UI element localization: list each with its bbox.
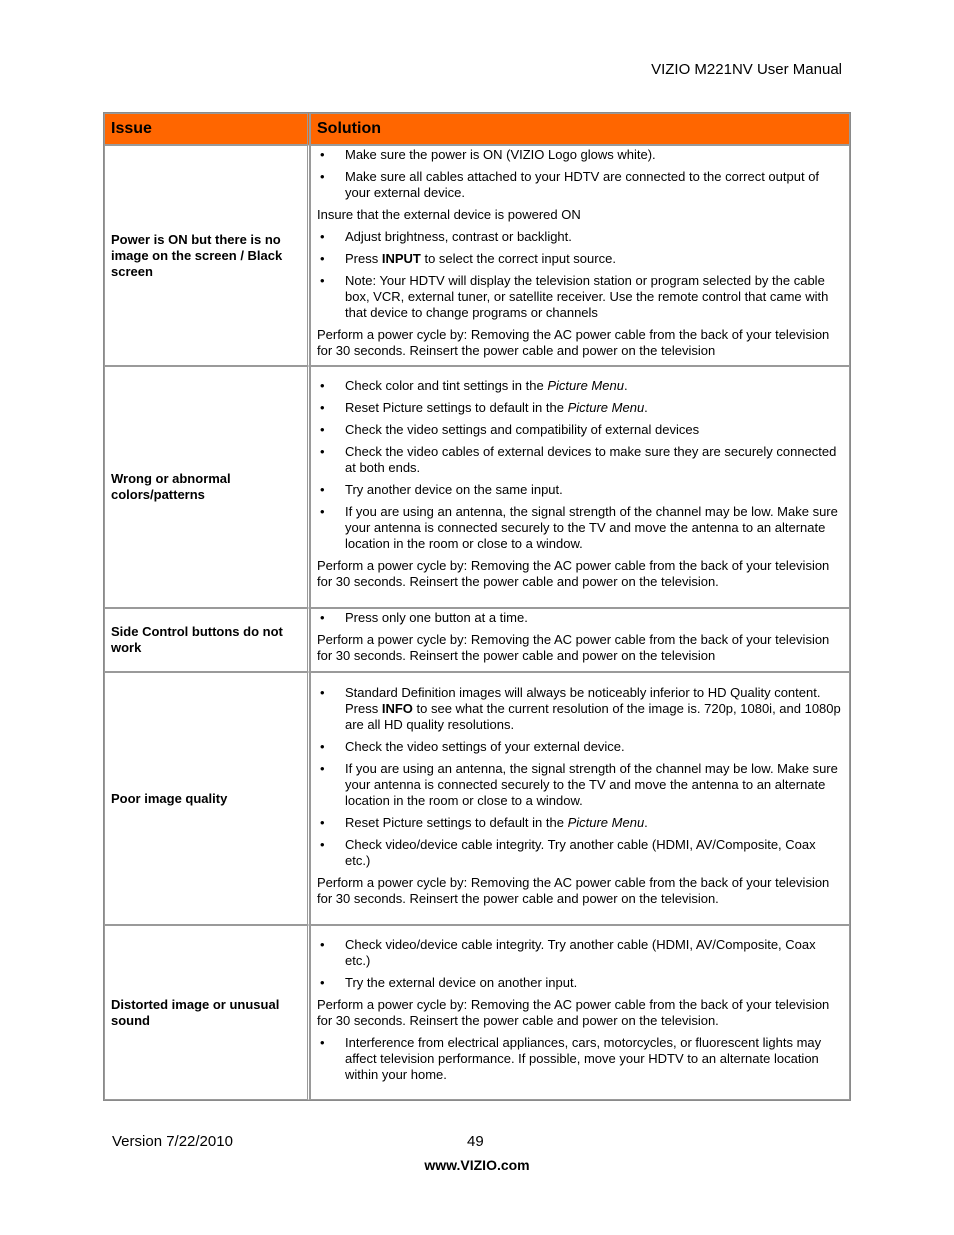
- solution-bullet: [317, 251, 843, 267]
- solution-paragraph: [317, 875, 843, 907]
- italic-text: Picture Menu: [547, 378, 624, 393]
- text-run: Interference from electrical appliances, cars, motorcycles, or fluorescent lights may affect television performance. If possible, move your HDTV to an alternate location within your home.: [345, 1034, 822, 1082]
- solution-bullet: [317, 1035, 843, 1083]
- solution-paragraph: [317, 327, 843, 359]
- text-run: to select the correct input source.: [420, 250, 616, 266]
- solution-paragraph: [317, 558, 843, 590]
- solution-bullet: [317, 273, 843, 321]
- issue-cell: Side Control buttons do not work: [104, 608, 310, 672]
- text-run: Standard Definition images will always be noticeably inferior to HD Quality content. Press: [345, 684, 821, 716]
- table-header-row: [104, 113, 850, 145]
- solution-bullet: [317, 504, 843, 552]
- italic-text: Picture Menu: [567, 400, 645, 415]
- solution-bullet: [317, 147, 843, 163]
- solution-bullet: [317, 482, 843, 498]
- solution-cell: [310, 145, 850, 366]
- text-run: Check color and tint settings in the: [345, 378, 548, 393]
- issue-column-header: Issue: [104, 113, 310, 145]
- text-run: Press only one button at a time.: [345, 610, 528, 625]
- text-run: Reset Picture settings to default in the: [345, 814, 568, 830]
- text-run: Perform a power cycle by: Removing the AC power cable from the back of your television for 30 seconds. Reinsert the power cable and power on the television: [317, 326, 830, 358]
- footer-version: Version 7/22/2010: [112, 1133, 233, 1150]
- footer-url: www.VIZIO.com: [424, 1157, 530, 1173]
- solution-cell: [310, 608, 850, 672]
- table-row: [104, 608, 850, 672]
- text-run: Check the video cables of external devices to make sure they are securely connected at both ends.: [345, 444, 837, 475]
- table-row: [104, 672, 850, 925]
- solution-bullet: [317, 229, 843, 245]
- solution-bullet: [317, 444, 843, 476]
- solution-bullet-list: [317, 610, 843, 626]
- solution-cell: [310, 366, 850, 608]
- solution-bullet: [317, 761, 843, 809]
- text-run: Perform a power cycle by: Removing the AC power cable from the back of your television for 30 seconds. Reinsert the power cable and power on the television.: [317, 996, 830, 1028]
- solution-cell: [310, 672, 850, 925]
- solution-bullet-list: [317, 1035, 843, 1083]
- issue-cell: Wrong or abnormal colors/patterns: [104, 366, 310, 608]
- issue-cell: Distorted image or unusual sound: [104, 925, 310, 1100]
- text-run: Check the video settings and compatibility of external devices: [345, 422, 700, 437]
- solution-bullet: [317, 975, 843, 991]
- troubleshooting-table: [103, 112, 851, 1101]
- solution-bullet: [317, 815, 843, 831]
- text-run: Try the external device on another input.: [345, 974, 578, 990]
- bold-text: INFO: [381, 700, 413, 716]
- text-run: Press: [345, 250, 382, 266]
- solution-bullet: [317, 837, 843, 869]
- italic-text: Picture Menu: [567, 814, 645, 830]
- manual-title: VIZIO M221NV User Manual: [651, 61, 842, 78]
- text-run: .: [644, 814, 648, 830]
- table-row: [104, 925, 850, 1100]
- solution-bullet: [317, 378, 843, 394]
- solution-bullet: [317, 739, 843, 755]
- text-run: Try another device on the same input.: [345, 482, 563, 497]
- solution-bullet: [317, 169, 843, 201]
- table-row: [104, 145, 850, 366]
- solution-bullet: [317, 937, 843, 969]
- solution-paragraph: [317, 997, 843, 1029]
- solution-paragraph: [317, 207, 843, 223]
- text-run: .: [644, 400, 648, 415]
- solution-bullet: [317, 422, 843, 438]
- text-run: Reset Picture settings to default in the: [345, 400, 568, 415]
- page-number: 49: [467, 1133, 484, 1150]
- text-run: to see what the current resolution of the image is. 720p, 1080i, and 1080p are all HD quality resolutions.: [345, 700, 841, 732]
- text-run: Check video/device cable integrity. Try another cable (HDMI, AV/Composite, Coax etc.): [345, 836, 816, 868]
- solution-bullet: [317, 685, 843, 733]
- solution-bullet: [317, 400, 843, 416]
- solution-paragraph: [317, 632, 843, 664]
- text-run: .: [623, 378, 628, 393]
- bold-text: INPUT: [381, 250, 421, 266]
- solution-bullet-list: [317, 147, 843, 201]
- text-run: Perform a power cycle by: Removing the AC power cable from the back of your television for 30 seconds. Reinsert the power cable and power on the television.: [317, 558, 830, 589]
- text-run: If you are using an antenna, the signal strength of the channel may be low. Make sure your antenna is connected securely to the TV and move the antenna to an alternate location in the room or close to a window.: [345, 760, 838, 808]
- text-run: Note: Your HDTV will display the television station or program selected by the cable box, VCR, external tuner, or satellite receiver. Use the remote control that came with that device to change programs or channels: [345, 272, 829, 320]
- solution-bullet-list: [317, 685, 843, 869]
- text-run: Insure that the external device is powered ON: [317, 206, 581, 222]
- solution-bullet-list: [317, 378, 843, 552]
- solution-bullet-list: [317, 229, 843, 321]
- issue-cell: Power is ON but there is no image on the screen / Black screen: [104, 145, 310, 366]
- text-run: Check the video settings of your external device.: [345, 738, 625, 754]
- solution-bullet: [317, 610, 843, 626]
- text-run: Adjust brightness, contrast or backlight.: [345, 228, 572, 244]
- issue-cell: Poor image quality: [104, 672, 310, 925]
- solution-column-header: Solution: [310, 113, 850, 145]
- text-run: Check video/device cable integrity. Try another cable (HDMI, AV/Composite, Coax etc.): [345, 936, 816, 968]
- table-row: [104, 366, 850, 608]
- text-run: If you are using an antenna, the signal strength of the channel may be low. Make sure your antenna is connected securely to the TV and move the antenna to an alternate location in the room or close to a window.: [345, 504, 838, 551]
- text-run: Make sure all cables attached to your HDTV are connected to the correct output of your external device.: [345, 168, 820, 200]
- text-run: Make sure the power is ON (VIZIO Logo glows white).: [345, 146, 656, 162]
- solution-cell: [310, 925, 850, 1100]
- text-run: Perform a power cycle by: Removing the AC power cable from the back of your television for 30 seconds. Reinsert the power cable and power on the television.: [317, 874, 830, 906]
- text-run: Perform a power cycle by: Removing the AC power cable from the back of your television for 30 seconds. Reinsert the power cable and power on the television: [317, 632, 830, 663]
- solution-bullet-list: [317, 937, 843, 991]
